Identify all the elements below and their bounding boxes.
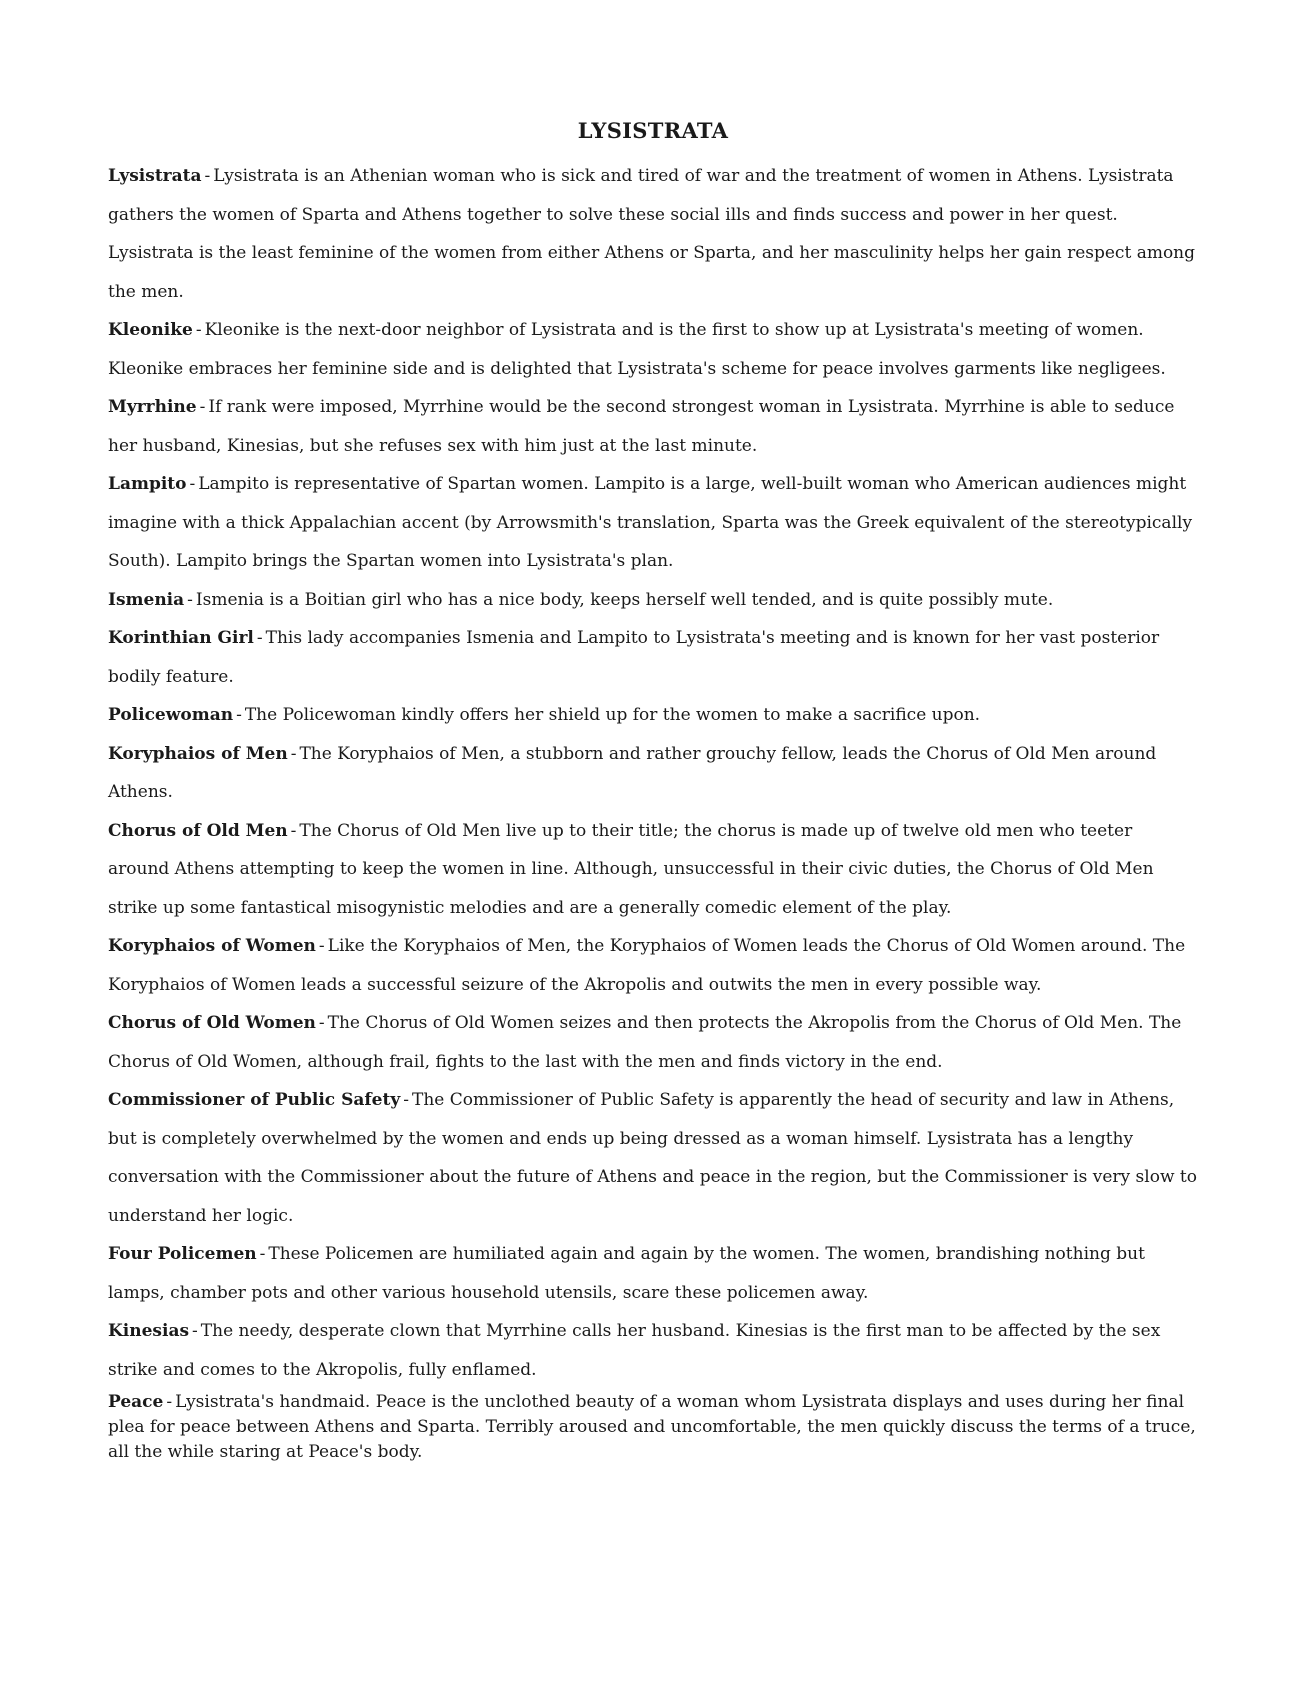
character-list — [108, 157, 1198, 1465]
character-entry-koryphaios-of-men — [108, 735, 1198, 812]
separator: - — [195, 320, 202, 340]
character-entry-peace — [108, 1390, 1198, 1465]
character-description: Lysistrata is an Athenian woman who is sick and tired of war and the treatment of women in Athens. Lysistrata gathers the women of Sparta and Athens together to solve these social ills and finds success and power in her quest. Lysistrata is the least feminine of the women from either Athens or Sparta, and her masculinity helps her gain respect among the men. — [108, 166, 1196, 302]
character-description: The Commissioner of Public Safety is apparently the head of security and law in Athens, but is completely overwhelmed by the women and ends up being dressed as a woman himself. Lysistrata has a lengthy conversation with the Commissioner about the future of Athens and peace in the region, but the Commissioner is very slow to understand her logic. — [108, 1090, 1197, 1226]
separator: - — [259, 1244, 266, 1264]
character-name: Chorus of Old Women — [108, 1013, 316, 1033]
character-description: The Chorus of Old Women seizes and then protects the Akropolis from the Chorus of Old Men. The Chorus of Old Women, although frail, fights to the last with the men and finds victory in the end. — [108, 1013, 1182, 1072]
character-name: Lampito — [108, 474, 187, 494]
separator: - — [166, 1392, 173, 1412]
page-title: LYSISTRATA — [577, 118, 729, 143]
separator: - — [204, 166, 211, 186]
character-description: These Policemen are humiliated again and again by the women. The women, brandishing nothing but lamps, chamber pots and other various household utensils, scare these policemen away. — [108, 1244, 1145, 1303]
character-description: The Policewoman kindly offers her shield up for the women to make a sacrifice upon. — [244, 705, 981, 725]
character-entry-kinesias — [108, 1312, 1198, 1389]
character-entry-koryphaios-of-women — [108, 927, 1198, 1004]
separator: - — [236, 705, 242, 725]
character-description: Lysistrata's handmaid. Peace is the unclothed beauty of a woman whom Lysistrata displays and uses during her final plea for peace between Athens and Sparta. Terribly aroused and uncomfortable, the men quickly discuss the terms of a truce, all the while staring at Peace's body. — [108, 1392, 1196, 1462]
character-name: Kinesias — [108, 1321, 190, 1341]
character-entry-chorus-of-old-women — [108, 1004, 1198, 1081]
separator: - — [403, 1090, 409, 1110]
character-description: This lady accompanies Ismenia and Lampito to Lysistrata's meeting and is known for her vast posterior bodily feature. — [108, 628, 1160, 687]
character-entry-commissioner-of-public-safety — [108, 1081, 1198, 1235]
separator: - — [290, 743, 297, 764]
character-entry-chorus-of-old-men — [108, 812, 1198, 928]
character-description: The Chorus of Old Men live up to their title; the chorus is made up of twelve old men who teeter around Athens attempting to keep the women in line. Although, unsuccessful in their civic duties, the Chorus of Old Men strike up some fantastical misogynistic melodies and are a generally comedic element of the play. — [108, 820, 1154, 918]
character-entry-myrrhine — [108, 388, 1198, 465]
separator: - — [187, 589, 193, 610]
character-description: Ismenia is a Boitian girl who has a nice body, keeps herself well tended, and is quite possibly mute. — [195, 589, 1054, 610]
character-description: Like the Koryphaios of Men, the Koryphaios of Women leads the Chorus of Old Women around. The Koryphaios of Women leads a successful seizure of the Akropolis and outwits the men in every possible way. — [108, 936, 1186, 995]
character-entry-lysistrata — [108, 157, 1198, 311]
character-name: Koryphaios of Men — [108, 743, 288, 764]
separator: - — [290, 820, 297, 841]
character-description: Lampito is representative of Spartan women. Lampito is a large, well-built woman who American audiences might imagine with a thick Appalachian accent (by Arrowsmith's translation, Sparta was the Greek equivalent of the stereotypically South). Lampito brings the Spartan women into Lysistrata's plan. — [108, 474, 1193, 571]
character-name: Commissioner of Public Safety — [108, 1090, 401, 1110]
character-name: Kleonike — [108, 320, 193, 340]
separator: - — [189, 474, 196, 494]
character-name: Myrrhine — [108, 397, 197, 417]
character-entry-four-policemen — [108, 1235, 1198, 1312]
character-entry-kleonike — [108, 311, 1198, 388]
character-description: If rank were imposed, Myrrhine would be the second strongest woman in Lysistrata. Myrrhine is able to seduce her husband, Kinesias, but she refuses sex with him just at the last minute. — [108, 397, 1175, 456]
character-entry-korinthian-girl — [108, 619, 1198, 696]
character-entry-ismenia — [108, 581, 1198, 620]
character-entry-policewoman — [108, 696, 1198, 735]
character-description: The needy, desperate clown that Myrrhine calls her husband. Kinesias is the first man to be affected by the sex strike and comes to the Akropolis, fully enflamed. — [108, 1321, 1161, 1380]
character-description: Kleonike is the next-door neighbor of Lysistrata and is the first to show up at Lysistrata's meeting of women. Kleonike embraces her feminine side and is delighted that Lysistrata's scheme for peace involves garments like negligees. — [108, 320, 1166, 379]
character-name: Korinthian Girl — [108, 628, 254, 648]
character-name: Lysistrata — [108, 166, 202, 186]
separator: - — [318, 1013, 325, 1033]
character-name: Koryphaios of Women — [108, 936, 316, 956]
character-name: Ismenia — [108, 589, 185, 610]
character-name: Peace — [108, 1392, 164, 1412]
separator: - — [192, 1321, 198, 1341]
character-description: The Koryphaios of Men, a stubborn and rather grouchy fellow, leads the Chorus of Old Men around Athens. — [108, 743, 1157, 802]
separator: - — [256, 628, 263, 648]
separator: - — [199, 397, 206, 417]
separator: - — [318, 936, 325, 956]
character-entry-lampito — [108, 465, 1198, 581]
character-name: Four Policemen — [108, 1244, 257, 1264]
character-name: Policewoman — [108, 705, 234, 725]
character-name: Chorus of Old Men — [108, 820, 288, 841]
